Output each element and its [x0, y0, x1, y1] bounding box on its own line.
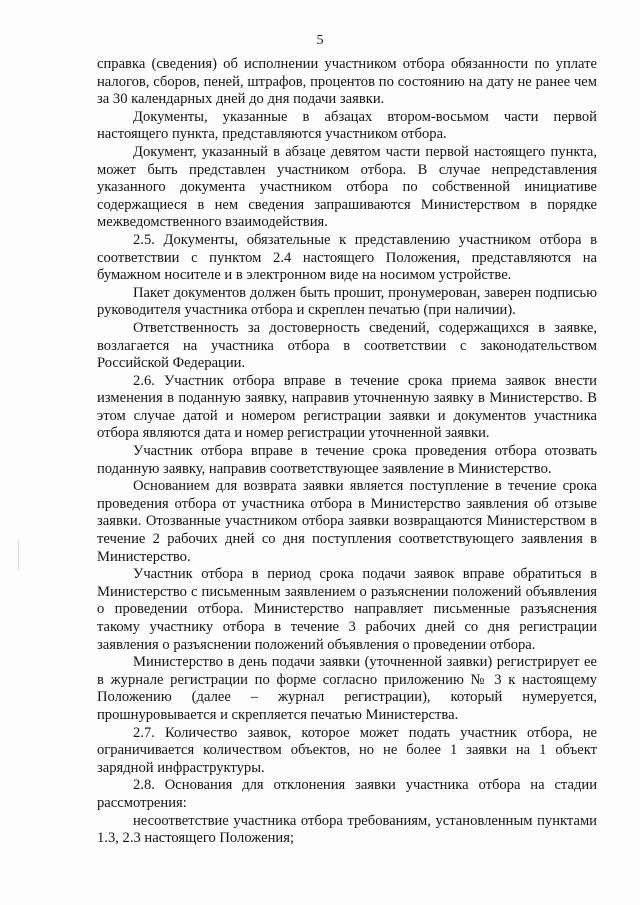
- paragraph-tax-certificate: справка (сведения) об исполнении участником отбора обязанности по уплате налогов, сборов, пеней, штрафов, процентов по состоянию на дату не ранее чем за 30 календарных дней до дня подачи заявки.: [97, 56, 597, 108]
- paragraph-documents-2-8: Документы, указанные в абзацах втором-восьмом части первой настоящего пункта, представляются участником отбора.: [97, 108, 597, 143]
- scan-margin-mark: [18, 540, 19, 570]
- paragraph-return-basis: Основанием для возврата заявки является поступление в течение срока проведения отбора от участника отбора в Министерство заявления об отзыве заявки. Отозванные участником отбора заявки возвращаются Министерством в течение 2 рабочих дней со дня поступления соответствующего заявления в Министерство.: [97, 478, 597, 565]
- document-body: [97, 56, 597, 848]
- paragraph-noncompliance: несоответствие участника отбора требованиям, установленным пунктами 1.3, 2.3 настоящего Положения;: [97, 812, 597, 847]
- paragraph-withdraw: Участник отбора вправе в течение срока проведения отбора отозвать поданную заявку, направив соответствующее заявление в Министерство.: [97, 443, 597, 477]
- page-number: 5: [316, 33, 324, 48]
- paragraph-2-6: 2.6. Участник отбора вправе в течение срока приема заявок внести изменения в поданную заявку, направив уточненную заявку в Министерство. В этом случае датой и номером регистрации заявки и документов участника отбора являются дата и номер регистрации уточненной заявки.: [97, 372, 597, 442]
- paragraph-clarification: Участник отбора в период срока подачи заявок вправе обратиться в Министерство с письменным заявлением о разъяснении положений объявления о проведении отбора. Министерство направляет письменные разъяснения такому участнику отбора в течение 3 рабочих дней со дня регистрации заявления о разъяснении положений объявления о проведении отбора.: [97, 566, 597, 653]
- paragraph-responsibility: Ответственность за достоверность сведений, содержащихся в заявке, возлагается на участника отбора в соответствии с законодательством Российской Федерации.: [97, 319, 597, 372]
- paragraph-2-8: 2.8. Основания для отклонения заявки участника отбора на стадии рассмотрения:: [97, 777, 597, 811]
- paragraph-package: Пакет документов должен быть прошит, пронумерован, заверен подписью руководителя участника отбора и скреплен печатью (при наличии).: [97, 284, 597, 319]
- paragraph-registration: Министерство в день подачи заявки (уточненной заявки) регистрирует ее в журнале регистрации по форме согласно приложению № 3 к настоящему Положению (далее – журнал регистрации), который нумеруется, прошнуровывается и скрепляется печатью Министерства.: [97, 654, 597, 723]
- paragraph-2-5: 2.5. Документы, обязательные к представлению участником отбора в соответствии с пунктом 2.4 настоящего Положения, представляются на бумажном носителе и в электронном виде на носимом устройстве.: [97, 231, 597, 284]
- paragraph-2-7: 2.7. Количество заявок, которое может подать участник отбора, не ограничивается количеством объектов, но не более 1 заявки на 1 объект зарядной инфраструктуры.: [97, 724, 597, 776]
- paragraph-document-9: Документ, указанный в абзаце девятом части первой настоящего пункта, может быть представлен участником отбора. В случае непредставления указанного документа участником отбора по собственной инициативе содержащиеся в нем сведения запрашиваются Министерством в порядке межведомственного взаимодействия.: [97, 143, 597, 231]
